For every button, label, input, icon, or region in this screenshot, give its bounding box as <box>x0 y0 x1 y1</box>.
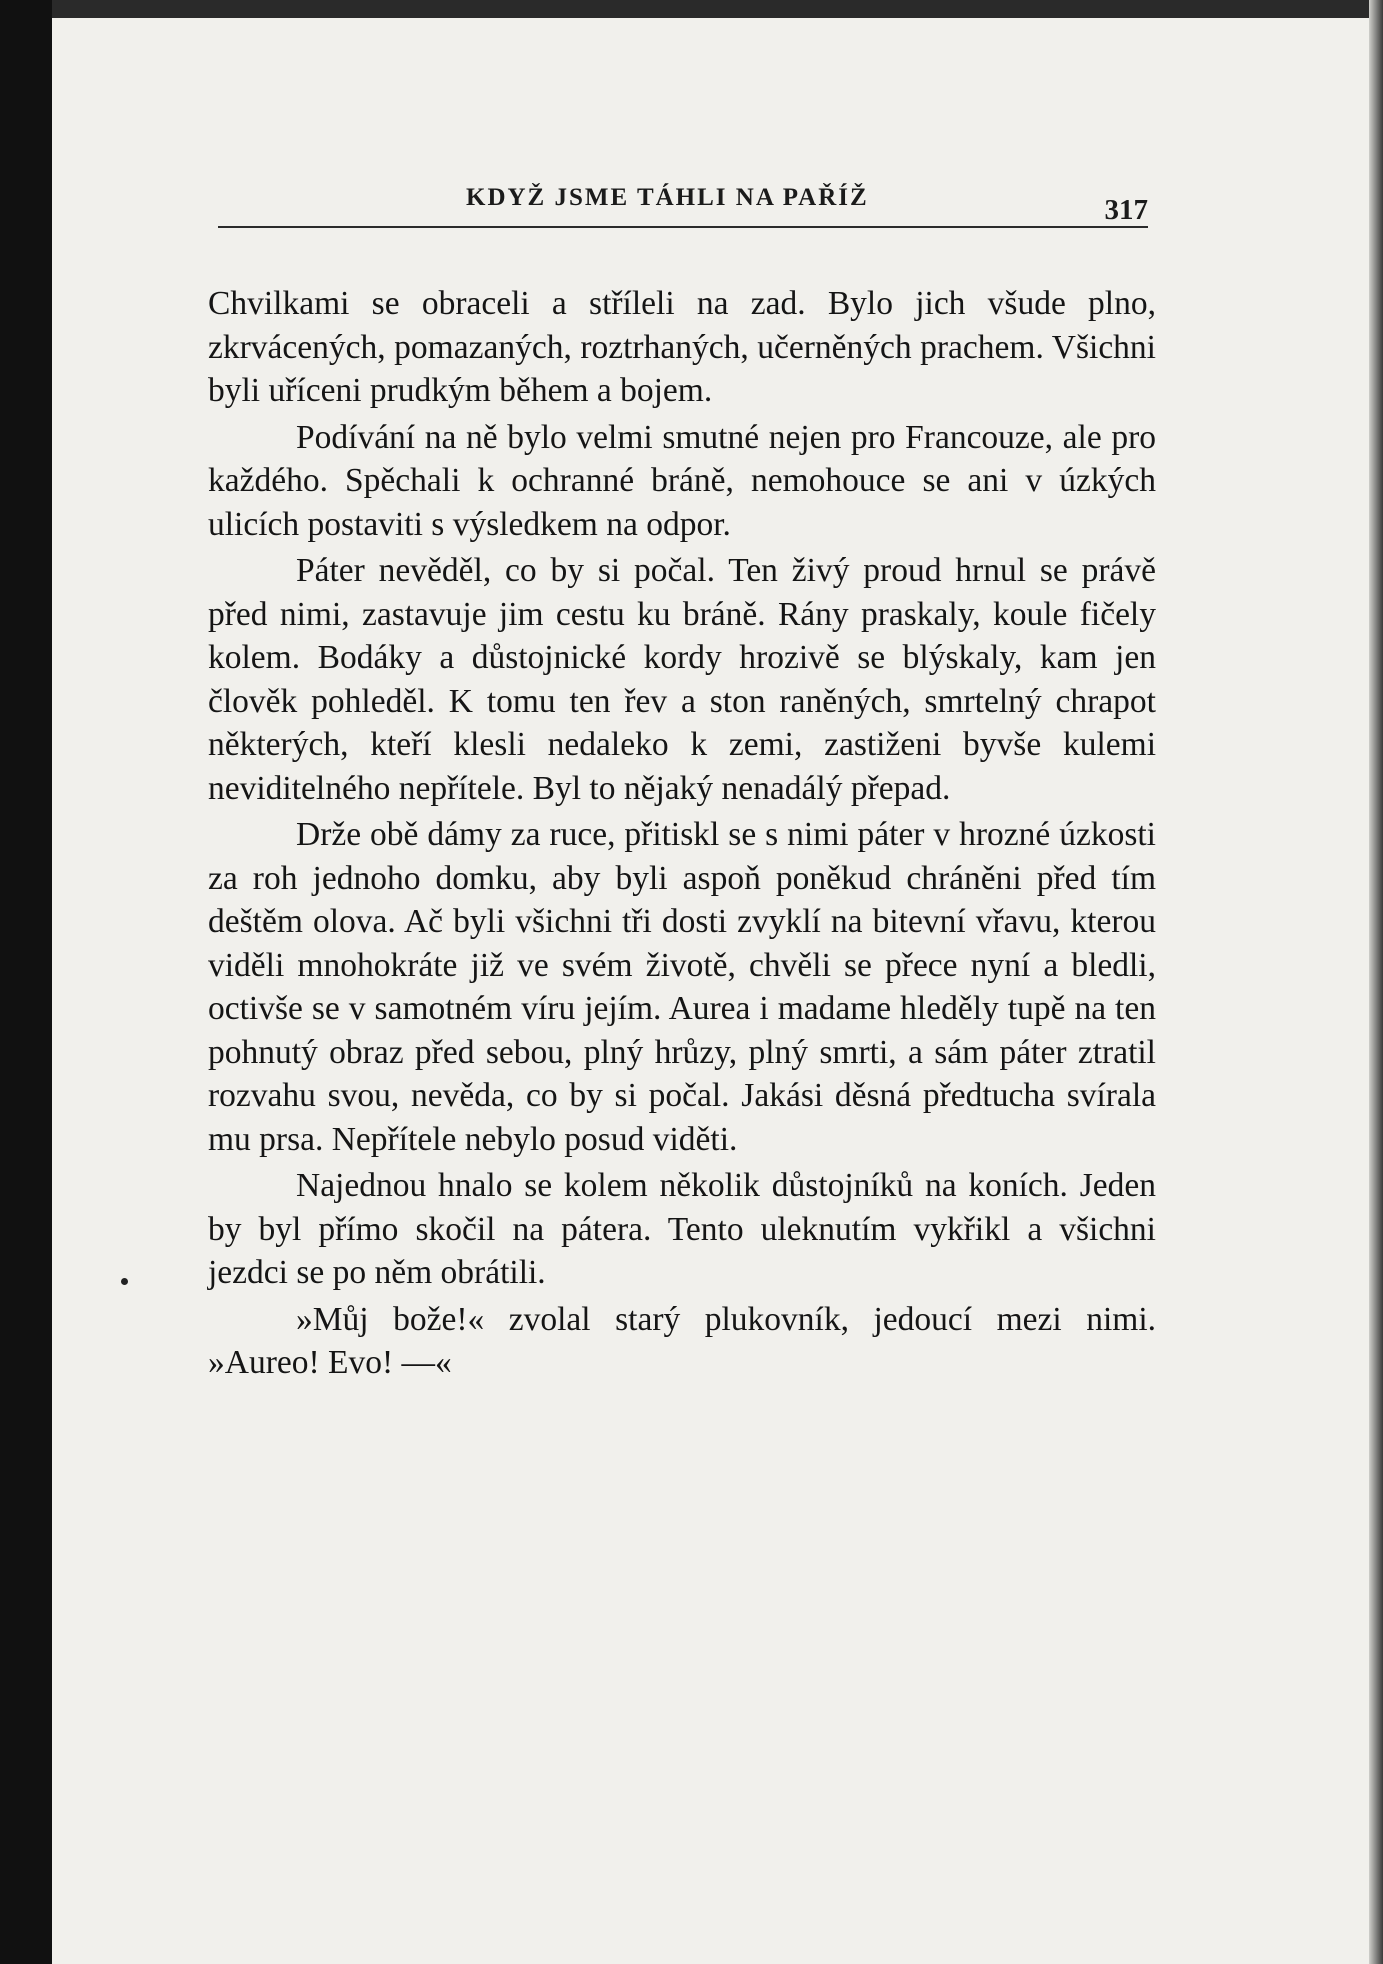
paragraph: »Můj bože!« zvolal starý plukovník, jedoucí mezi nimi. »Aureo! Evo! —« <box>208 1300 1156 1381</box>
running-head <box>218 180 1148 232</box>
body-text <box>208 282 1156 1388</box>
running-title: KDYŽ JSME TÁHLI NA PAŘÍŽ <box>466 184 869 211</box>
margin-speck <box>121 1278 128 1285</box>
page-right-edge <box>1369 0 1383 1964</box>
paragraph: Chvilkami se obraceli a stříleli na zad. Bylo jich všude plno, zkrvácených, pomazaných, roztrhaných, učerněných prachem. Všichni byli uříceni prudkým během a bojem. <box>208 285 1156 409</box>
scan-top-edge <box>0 0 1383 18</box>
paragraph: Páter nevěděl, co by si počal. Ten živý proud hrnul se právě před nimi, zastavuje jim cestu ku bráně. Rány praskaly, koule fičely kolem. Bodáky a důstojnické kordy hrozivě se blýskaly, kam jen člověk pohleděl. K tomu ten řev a ston raněných, smrtelný chrapot některých, kteří klesli nedaleko k zemi, zastiženi byvše kulemi neviditelného nepřítele. Byl to nějaký nenadálý přepad. <box>208 552 1156 807</box>
page-number: 317 <box>1104 194 1148 226</box>
paragraph: Najednou hnalo se kolem několik důstojníků na koních. Jeden by byl přímo skočil na pátera. Tento uleknutím vykřikl a všichni jezdci se po něm obrátili. <box>208 1167 1156 1291</box>
paragraph: Podívání na ně bylo velmi smutné nejen pro Francouze, ale pro každého. Spěchali k ochranné bráně, nemohouce se ani v úzkých ulicích postaviti s výsledkem na odpor. <box>208 418 1156 543</box>
paragraph: Drže obě dámy za ruce, přitiskl se s nimi páter v hrozné úzkosti za roh jednoho domku, aby byli aspoň poněkud chráněni před tím deštěm olova. Ač byli všichni tři dosti zvyklí na bitevní vřavu, kterou viděli mnohokráte již ve svém životě, chvěli se přece nyní a bledli, octivše se v samotném víru jejím. Aurea i madame hleděly tupě na ten pohnutý obraz před sebou, plný hrůzy, plný smrti, a sám páter ztratil rozvahu svou, nevěda, co by si počal. Jakási děsná předtucha svírala mu prsa. Nepřítele nebylo posud viděti. <box>208 816 1156 1158</box>
header-rule <box>218 226 1148 228</box>
book-binding-edge <box>0 0 52 1964</box>
